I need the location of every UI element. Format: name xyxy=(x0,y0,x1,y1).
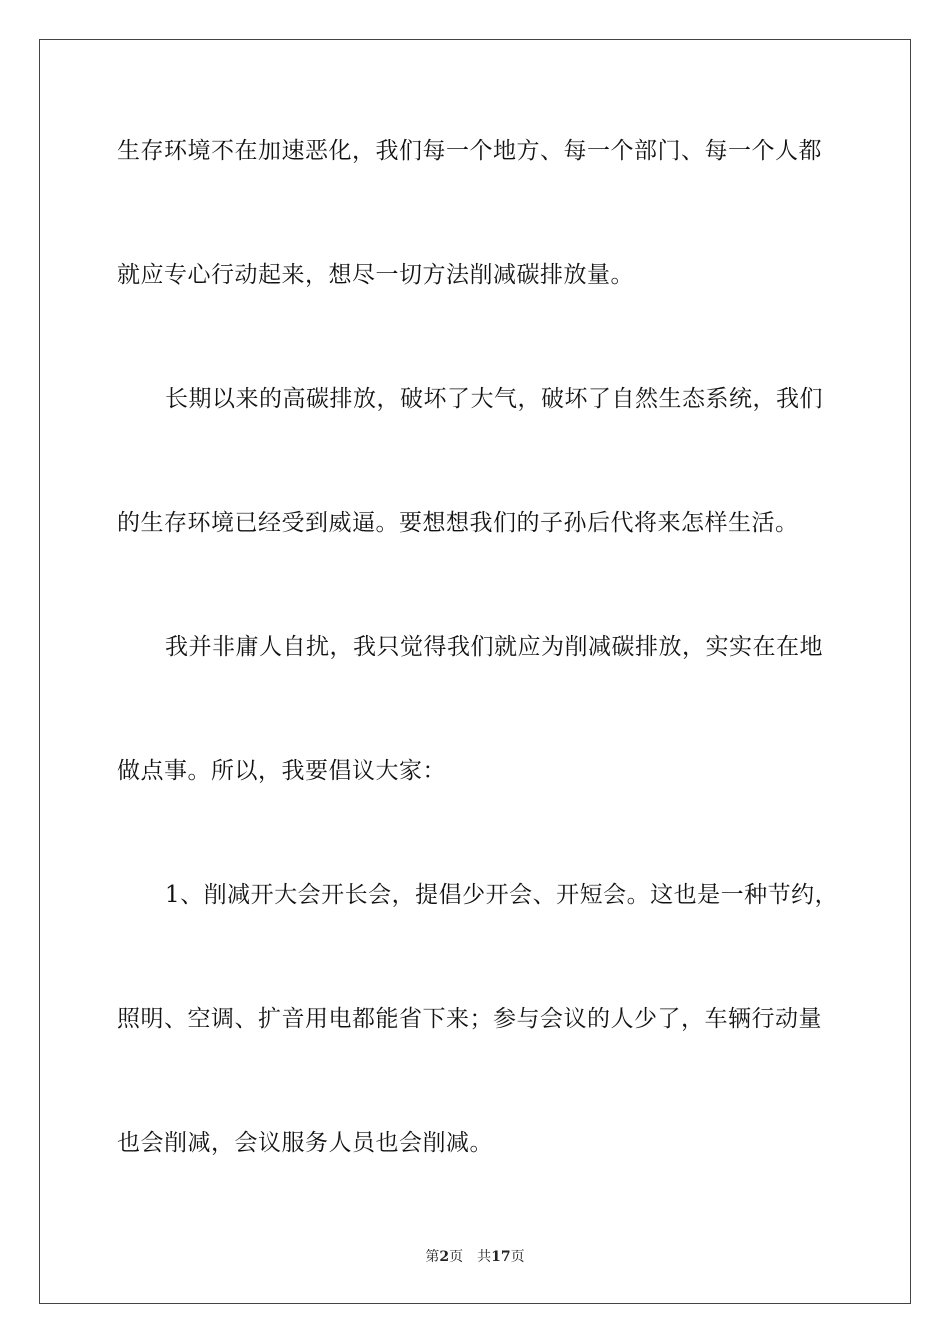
page-number-prefix: 第 xyxy=(425,1249,440,1265)
body-text-line: 做点事。所以，我要倡议大家： xyxy=(117,758,446,784)
body-text-line: 的生存环境已经受到威逼。要想想我们的子孙后代将来怎样生活。 xyxy=(117,510,799,536)
body-text-line: 生存环境不在加速恶化，我们每一个地方、每一个部门、每一个人都 xyxy=(117,138,822,164)
list-item-first-line: 1、削减开大会开长会，提倡少开会、开短会。这也是一种节约， xyxy=(165,882,839,908)
body-text-line: 就应专心行动起来，想尽一切方法削减碳排放量。 xyxy=(117,262,634,288)
total-page-count: 17 xyxy=(491,1249,511,1265)
page-footer xyxy=(0,1248,950,1266)
total-pages-suffix: 页 xyxy=(510,1249,525,1265)
current-page-number: 2 xyxy=(439,1249,450,1265)
paragraph-first-line: 我并非庸人自扰，我只觉得我们就应为削减碳排放，实实在在地 xyxy=(165,634,823,660)
page-number-suffix: 页 xyxy=(449,1249,464,1265)
total-pages-prefix: 共 xyxy=(477,1249,492,1265)
body-text-line: 照明、空调、扩音用电都能省下来；参与会议的人少了，车辆行动量 xyxy=(117,1006,822,1032)
body-text-line: 也会削减，会议服务人员也会削减。 xyxy=(117,1130,493,1156)
page-border xyxy=(39,39,911,1304)
paragraph-first-line: 长期以来的高碳排放，破坏了大气，破坏了自然生态系统，我们 xyxy=(165,386,823,412)
